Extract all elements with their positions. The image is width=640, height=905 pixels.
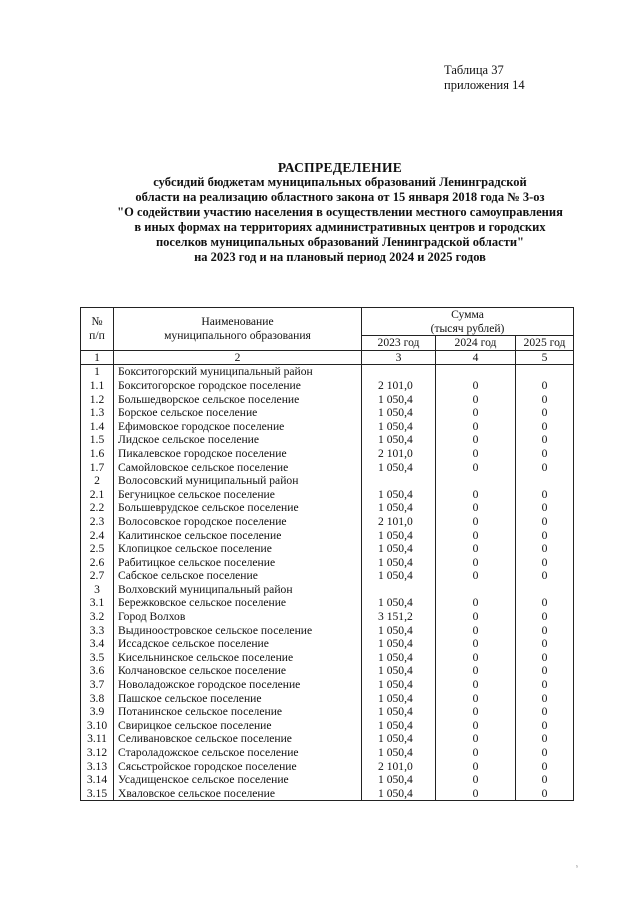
row-municipality: Бокситогорское городское поселение: [114, 379, 362, 393]
row-value-2024: 0: [436, 732, 516, 746]
row-value-2023: 1 050,4: [362, 393, 436, 407]
row-value-2024: 0: [436, 461, 516, 475]
table-row: [81, 474, 574, 488]
row-value-2024: 0: [436, 433, 516, 447]
row-value-2025: 0: [516, 556, 574, 570]
row-municipality: Борское сельское поселение: [114, 406, 362, 420]
row-value-2024: 0: [436, 651, 516, 665]
row-municipality: Свирицкое сельское поселение: [114, 719, 362, 733]
header-sum: Сумма: [451, 308, 484, 321]
table-row: [81, 501, 574, 515]
row-value-2025: 0: [516, 719, 574, 733]
row-value-2024: 0: [436, 624, 516, 638]
table-row: [81, 610, 574, 624]
table-row: [81, 488, 574, 502]
row-municipality: Бегуницкое сельское поселение: [114, 488, 362, 502]
row-value-2025: 0: [516, 393, 574, 407]
table-row: [81, 678, 574, 692]
header-number: №: [91, 315, 103, 329]
row-value-2023: 1 050,4: [362, 732, 436, 746]
page-mark: ˢ: [576, 862, 578, 872]
table-row: [81, 420, 574, 434]
row-value-2023: 1 050,4: [362, 556, 436, 570]
table-row: [81, 365, 574, 379]
table-row: [81, 719, 574, 733]
header-year-2023: 2023 год: [362, 336, 436, 351]
column-index: 5: [516, 350, 574, 365]
row-municipality: Выдиноостровское сельское поселение: [114, 624, 362, 638]
row-municipality: Новоладожское городское поселение: [114, 678, 362, 692]
row-value-2024: 0: [436, 664, 516, 678]
row-value-2024: 0: [436, 556, 516, 570]
row-value-2023: 1 050,4: [362, 773, 436, 787]
row-number: 2.3: [81, 515, 114, 529]
row-value-2023: 1 050,4: [362, 433, 436, 447]
table-row: [81, 447, 574, 461]
row-value-2025: 0: [516, 760, 574, 774]
row-number: 2.4: [81, 529, 114, 543]
row-value-2024: 0: [436, 569, 516, 583]
row-municipality: Сабское сельское поселение: [114, 569, 362, 583]
row-municipality: Потанинское сельское поселение: [114, 705, 362, 719]
row-value-2025: 0: [516, 651, 574, 665]
row-value-2024: 0: [436, 420, 516, 434]
table-row: [81, 760, 574, 774]
table-row: [81, 664, 574, 678]
row-number: 1: [81, 365, 114, 379]
row-value-2025: 0: [516, 773, 574, 787]
row-number: 3.5: [81, 651, 114, 665]
table-row: [81, 569, 574, 583]
row-value-2025: 0: [516, 637, 574, 651]
row-value-2024: 0: [436, 596, 516, 610]
column-index: 4: [436, 350, 516, 365]
table-body: [81, 365, 574, 801]
table-row: [81, 529, 574, 543]
table-row: [81, 393, 574, 407]
distribution-table: [80, 307, 574, 801]
row-value-2024: 0: [436, 678, 516, 692]
document-heading: [60, 160, 620, 265]
header-sum-unit: (тысяч рублей): [430, 321, 505, 335]
row-municipality: Усадищенское сельское поселение: [114, 773, 362, 787]
row-value-2025: 0: [516, 379, 574, 393]
row-municipality: Пикалевское городское поселение: [114, 447, 362, 461]
row-value-2025: 0: [516, 406, 574, 420]
row-value-2023: 1 050,4: [362, 542, 436, 556]
table-row: [81, 461, 574, 475]
row-value-2025: 0: [516, 746, 574, 760]
row-municipality: Староладожское сельское поселение: [114, 746, 362, 760]
row-value-2023: 1 050,4: [362, 596, 436, 610]
row-value-2025: 0: [516, 692, 574, 706]
row-number: 3.2: [81, 610, 114, 624]
row-value-2023: [362, 583, 436, 597]
table-row: [81, 542, 574, 556]
row-value-2023: 1 050,4: [362, 664, 436, 678]
row-value-2025: [516, 474, 574, 488]
row-value-2024: 0: [436, 379, 516, 393]
table-row: [81, 379, 574, 393]
row-value-2024: 0: [436, 447, 516, 461]
table-row: [81, 732, 574, 746]
row-value-2025: 0: [516, 488, 574, 502]
row-value-2025: 0: [516, 501, 574, 515]
heading-line: в иных формах на территориях административных центров и городских: [134, 220, 546, 234]
row-value-2023: 1 050,4: [362, 420, 436, 434]
row-value-2025: 0: [516, 447, 574, 461]
row-municipality: Кисельнинское сельское поселение: [114, 651, 362, 665]
row-value-2023: 3 151,2: [362, 610, 436, 624]
row-value-2025: 0: [516, 420, 574, 434]
row-value-2024: 0: [436, 705, 516, 719]
table-row: [81, 692, 574, 706]
row-value-2025: 0: [516, 569, 574, 583]
row-municipality: Бокситогорский муниципальный район: [114, 365, 362, 379]
row-value-2023: 2 101,0: [362, 760, 436, 774]
row-municipality: Волосовское городское поселение: [114, 515, 362, 529]
row-value-2025: 0: [516, 515, 574, 529]
row-number: 2: [81, 474, 114, 488]
row-value-2023: [362, 474, 436, 488]
row-value-2023: 1 050,4: [362, 787, 436, 801]
row-value-2025: 0: [516, 732, 574, 746]
row-value-2023: 1 050,4: [362, 705, 436, 719]
row-value-2024: 0: [436, 610, 516, 624]
row-value-2024: 0: [436, 637, 516, 651]
column-index: 3: [362, 350, 436, 365]
row-value-2023: 1 050,4: [362, 719, 436, 733]
row-number: 3.9: [81, 705, 114, 719]
header-name-cell: [114, 308, 362, 351]
row-value-2023: 1 050,4: [362, 569, 436, 583]
column-index: 1: [81, 350, 114, 365]
row-value-2023: 1 050,4: [362, 651, 436, 665]
row-municipality: Хваловское сельское поселение: [114, 787, 362, 801]
table-number: Таблица 37: [444, 63, 504, 77]
heading-line: "О содействии участию населения в осуществлении местного самоуправления: [117, 205, 563, 219]
row-value-2024: 0: [436, 760, 516, 774]
row-municipality: Большеврудское сельское поселение: [114, 501, 362, 515]
row-value-2025: [516, 583, 574, 597]
row-number: 1.7: [81, 461, 114, 475]
row-number: 3: [81, 583, 114, 597]
table-row: [81, 705, 574, 719]
row-number: 1.4: [81, 420, 114, 434]
table-reference: [444, 63, 525, 93]
heading-line: на 2023 год и на плановый период 2024 и 2025 годов: [194, 250, 486, 264]
column-index: 2: [114, 350, 362, 365]
table-row: [81, 583, 574, 597]
heading-line: области на реализацию областного закона от 15 января 2018 года № 3-оз: [135, 190, 545, 204]
row-value-2023: 1 050,4: [362, 406, 436, 420]
row-number: 3.13: [81, 760, 114, 774]
row-number: 1.1: [81, 379, 114, 393]
row-number: 3.1: [81, 596, 114, 610]
row-number: 3.6: [81, 664, 114, 678]
row-value-2024: 0: [436, 406, 516, 420]
table-row: [81, 433, 574, 447]
row-number: 2.6: [81, 556, 114, 570]
appendix-number: приложения 14: [444, 78, 525, 92]
header-year-2024: 2024 год: [436, 336, 516, 351]
row-number: 2.2: [81, 501, 114, 515]
row-number: 3.11: [81, 732, 114, 746]
row-value-2023: 1 050,4: [362, 529, 436, 543]
row-number: 3.15: [81, 787, 114, 801]
row-value-2024: 0: [436, 787, 516, 801]
table-row: [81, 406, 574, 420]
row-value-2023: 2 101,0: [362, 379, 436, 393]
row-value-2025: 0: [516, 610, 574, 624]
row-municipality: Бережковское сельское поселение: [114, 596, 362, 610]
header-number-sub: п/п: [89, 328, 105, 342]
row-value-2023: 1 050,4: [362, 624, 436, 638]
row-value-2024: [436, 365, 516, 379]
row-value-2025: 0: [516, 664, 574, 678]
row-value-2025: 0: [516, 705, 574, 719]
row-value-2023: 1 050,4: [362, 692, 436, 706]
row-value-2023: 1 050,4: [362, 746, 436, 760]
row-municipality: Ефимовское городское поселение: [114, 420, 362, 434]
table-row: [81, 624, 574, 638]
row-value-2023: 1 050,4: [362, 637, 436, 651]
row-value-2023: [362, 365, 436, 379]
row-number: 1.5: [81, 433, 114, 447]
row-value-2024: 0: [436, 719, 516, 733]
row-number: 3.12: [81, 746, 114, 760]
row-value-2024: 0: [436, 515, 516, 529]
row-value-2024: 0: [436, 773, 516, 787]
row-value-2024: 0: [436, 393, 516, 407]
table-row: [81, 637, 574, 651]
document-title: РАСПРЕДЕЛЕНИЕ: [277, 160, 403, 175]
row-number: 3.14: [81, 773, 114, 787]
row-value-2023: 1 050,4: [362, 501, 436, 515]
row-municipality: Сясьстройское городское поселение: [114, 760, 362, 774]
row-number: 3.4: [81, 637, 114, 651]
row-municipality: Иссадское сельское поселение: [114, 637, 362, 651]
row-municipality: Рабитицкое сельское поселение: [114, 556, 362, 570]
row-municipality: Лидское сельское поселение: [114, 433, 362, 447]
header-name-sub: муниципального образования: [164, 328, 311, 342]
row-number: 3.10: [81, 719, 114, 733]
row-value-2024: 0: [436, 501, 516, 515]
table-row: [81, 651, 574, 665]
row-number: 3.3: [81, 624, 114, 638]
row-municipality: Волосовский муниципальный район: [114, 474, 362, 488]
row-value-2025: 0: [516, 678, 574, 692]
row-municipality: Клопицкое сельское поселение: [114, 542, 362, 556]
heading-line: поселков муниципальных образований Ленинградской области": [155, 235, 524, 249]
table-row: [81, 746, 574, 760]
row-number: 1.6: [81, 447, 114, 461]
row-value-2025: 0: [516, 624, 574, 638]
row-value-2024: [436, 583, 516, 597]
row-number: 3.7: [81, 678, 114, 692]
table-row: [81, 556, 574, 570]
row-value-2024: 0: [436, 692, 516, 706]
row-municipality: Колчановское сельское поселение: [114, 664, 362, 678]
header-number-cell: [81, 308, 114, 351]
row-value-2025: 0: [516, 433, 574, 447]
row-value-2023: 1 050,4: [362, 488, 436, 502]
row-number: 2.7: [81, 569, 114, 583]
row-municipality: Волховский муниципальный район: [114, 583, 362, 597]
row-number: 2.5: [81, 542, 114, 556]
row-municipality: Селивановское сельское поселение: [114, 732, 362, 746]
row-municipality: Большедворское сельское поселение: [114, 393, 362, 407]
row-municipality: Самойловское сельское поселение: [114, 461, 362, 475]
row-number: 1.2: [81, 393, 114, 407]
row-municipality: Город Волхов: [114, 610, 362, 624]
row-municipality: Калитинское сельское поселение: [114, 529, 362, 543]
row-value-2023: 1 050,4: [362, 678, 436, 692]
row-value-2025: [516, 365, 574, 379]
table-row: [81, 773, 574, 787]
row-value-2023: 2 101,0: [362, 447, 436, 461]
row-value-2024: 0: [436, 488, 516, 502]
row-value-2023: 1 050,4: [362, 461, 436, 475]
row-value-2024: 0: [436, 542, 516, 556]
table-row: [81, 596, 574, 610]
row-value-2023: 2 101,0: [362, 515, 436, 529]
row-value-2024: [436, 474, 516, 488]
row-value-2025: 0: [516, 542, 574, 556]
row-number: 1.3: [81, 406, 114, 420]
header-name: Наименование: [201, 315, 274, 329]
row-value-2025: 0: [516, 787, 574, 801]
row-value-2024: 0: [436, 746, 516, 760]
row-number: 2.1: [81, 488, 114, 502]
table-row: [81, 787, 574, 801]
header-sum-cell: [362, 308, 574, 336]
heading-line: субсидий бюджетам муниципальных образований Ленинградской: [153, 175, 527, 189]
table-row: [81, 515, 574, 529]
row-municipality: Пашское сельское поселение: [114, 692, 362, 706]
row-value-2025: 0: [516, 529, 574, 543]
header-year-2025: 2025 год: [516, 336, 574, 351]
row-value-2025: 0: [516, 461, 574, 475]
row-value-2025: 0: [516, 596, 574, 610]
row-value-2024: 0: [436, 529, 516, 543]
row-number: 3.8: [81, 692, 114, 706]
